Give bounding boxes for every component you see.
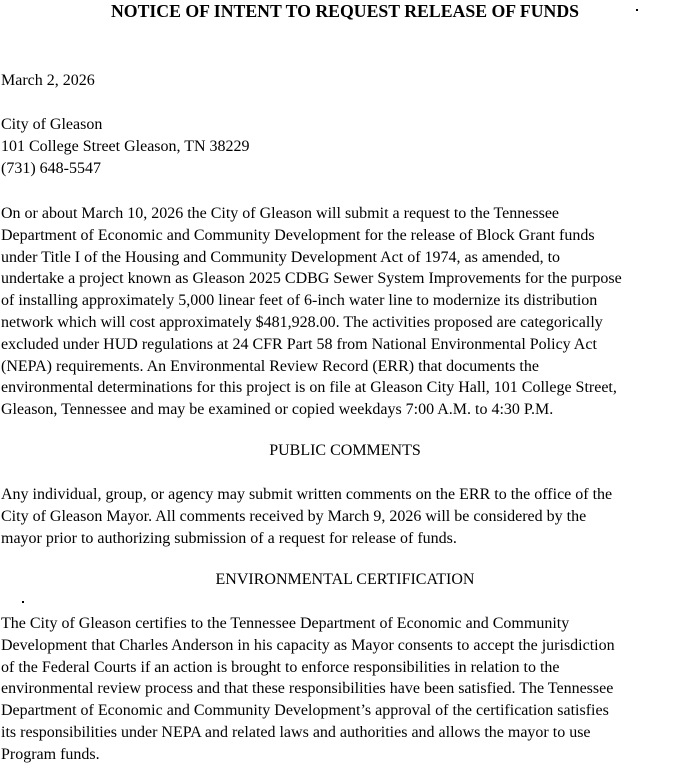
notice-date: March 2, 2026 [1,72,95,89]
paragraph-line: environmental review process and that these responsibilities have been satisfied. The Tennessee [1,680,614,698]
paragraph-line: network which will cost approximately $481,928.00. The activities proposed are categorically [1,313,603,331]
paragraph-line: Any individual, group, or agency may submit written comments on the ERR to the office of the [1,486,613,503]
stray-mark [636,9,638,11]
paragraph-line: of the Federal Courts if an action is brought to enforce responsibilities in relation to the [1,658,560,676]
paragraph-line: mayor prior to authorizing submission of a request for release of funds. [1,529,457,547]
environmental-certification-paragraph [1,613,689,766]
address-street: 101 College Street Gleason, TN 38229 [1,137,250,155]
paragraph-line: Gleason, Tennessee and may be examined or copied weekdays 7:00 A.M. to 4:30 P.M. [1,401,554,419]
paragraph-line: environmental determinations for this project is on file at Gleason City Hall, 101 College Street, [1,379,617,397]
paragraph-line: of installing approximately 5,000 linear feet of 6-inch water line to modernize its distribution [1,292,598,310]
address-block [1,114,689,179]
paragraph-line: its responsibilities under NEPA and related laws and authorities and allows the mayor to use [1,723,591,741]
address-phone: (731) 648-5547 [1,159,101,177]
paragraph-line: On or about March 10, 2026 the City of Gleason will submit a request to the Tennessee [1,205,560,222]
paragraph-line: (NEPA) requirements. An Environmental Review Record (ERR) that documents the [1,357,539,375]
paragraph-line: The City of Gleason certifies to the Tennessee Department of Economic and Community [1,615,570,632]
intro-paragraph [1,203,689,421]
paragraph-line: Development that Charles Anderson in his capacity as Mayor consents to accept the jurisdiction [1,636,615,654]
public-comments-heading: PUBLIC COMMENTS [269,442,421,459]
public-comments-paragraph [1,484,689,549]
environmental-certification-heading: ENVIRONMENTAL CERTIFICATION [215,571,475,588]
paragraph-line: Department of Economic and Community Development for the release of Block Grant funds [1,226,595,244]
paragraph-line: Program funds. [1,745,100,763]
notice-title: NOTICE OF INTENT TO REQUEST RELEASE OF FUNDS [110,1,580,21]
address-name: City of Gleason [1,116,103,133]
stray-mark [22,601,24,603]
paragraph-line: Department of Economic and Community Development’s approval of the certification satisfies [1,702,609,720]
paragraph-line: undertake a project known as Gleason 2025 CDBG Sewer System Improvements for the purpose [1,270,622,288]
paragraph-line: City of Gleason Mayor. All comments received by March 9, 2026 will be considered by the [1,507,587,525]
paragraph-line: excluded under HUD regulations at 24 CFR Part 58 from National Environmental Policy Act [1,335,597,353]
paragraph-line: under Title I of the Housing and Community Development Act of 1974, as amended, to [1,248,561,266]
